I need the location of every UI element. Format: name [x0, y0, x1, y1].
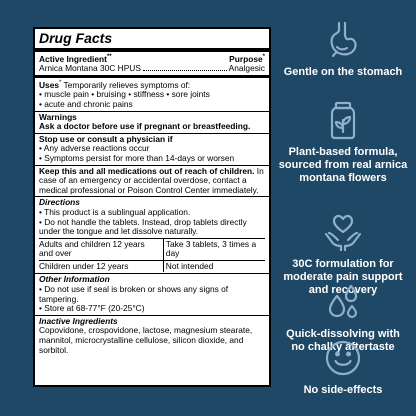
other-information-section — [35, 274, 269, 315]
stop-use-item: • Symptoms persist for more than 14-days or worsen — [39, 152, 235, 163]
plant-jar-icon — [323, 100, 363, 140]
dosage-table — [39, 238, 265, 273]
keep-out-text: In case of an emergency or accidental overdose, contact a medical professional or Poison Control Center immediately. — [39, 165, 264, 195]
uses-label: Uses — [39, 79, 60, 90]
leader-dots — [143, 64, 227, 71]
ingredient-name: Arnica Montana 30C HPUS — [39, 63, 141, 74]
feature-gentle-stomach — [278, 20, 408, 79]
stop-use-item: • Any adverse reactions occur — [39, 143, 150, 154]
other-info-item: • Store at 68-77°F (20-25°C) — [39, 303, 145, 314]
stomach-icon — [323, 20, 363, 60]
dosage-amount: Take 3 tablets, 3 times a day — [163, 238, 265, 260]
uses-section: Uses* Temporarily relieves symptoms of: • muscle pain • bruising • stiffness • sore joints • acute and chronic pains — [35, 78, 269, 112]
uses-line: • acute and chronic pains — [39, 98, 133, 109]
inactive-label: Inactive Ingredients — [39, 315, 118, 326]
feature-label: Gentle on the stomach — [283, 66, 403, 78]
warnings-section — [35, 112, 269, 134]
feature-label: 30C formulation for moderate pain support and recovery — [283, 258, 403, 296]
active-ingredient-header: Active Ingredient** — [39, 53, 112, 64]
dosage-who: Adults and children 12 years and over — [39, 238, 163, 260]
smiley-icon — [323, 338, 363, 378]
feature-plant-based — [278, 100, 408, 185]
table-row — [39, 238, 265, 260]
inactive-ingredients-section — [35, 316, 269, 356]
keep-out-of-reach-section — [35, 166, 269, 198]
directions-section — [35, 197, 269, 274]
purpose-header: Purpose* — [229, 53, 265, 64]
stop-use-section — [35, 134, 269, 166]
other-info-item: • Do not use if seal is broken or shows any signs of tampering. — [39, 284, 229, 304]
drug-facts-title: Drug Facts — [35, 29, 269, 52]
dosage-who: Children under 12 years — [39, 260, 163, 272]
other-info-label: Other Information — [39, 274, 110, 285]
inactive-text: Copovidone, crospovidone, lactose, magnesium stearate, mannitol, microcrystalline cellulose, silicon dioxide, and sorbitol. — [39, 325, 253, 355]
feature-label: Plant-based formula, sourced from real arnica montana flowers — [278, 146, 408, 184]
drops-icon — [323, 282, 363, 322]
warnings-text: Ask a doctor before use if pregnant or breastfeeding. — [39, 121, 251, 132]
stop-use-label: Stop use or consult a physician if — [39, 133, 173, 144]
table-row — [39, 260, 265, 272]
feature-no-side-effects — [278, 338, 408, 397]
keep-out-label: Keep this and all medications out of reach of children. — [39, 165, 255, 176]
feature-label: Quick-dissolving with no chalky aftertaste — [286, 328, 400, 353]
warnings-label: Warnings — [39, 111, 77, 122]
drug-facts-panel — [33, 27, 271, 387]
directions-item: • Do not handle the tablets. Instead, drop tablets directly under the tongue and let dissolve naturally. — [39, 216, 247, 237]
active-ingredient-section — [35, 52, 269, 78]
dosage-amount: Not intended — [163, 260, 265, 272]
uses-line: • muscle pain • bruising • stiffness • sore joints — [39, 89, 210, 100]
directions-item: • This product is a sublingual application. — [39, 206, 191, 217]
feature-label: No side-effects — [303, 384, 383, 396]
uses-intro: Temporarily relieves symptoms of: — [61, 79, 191, 90]
heart-hands-icon — [323, 212, 363, 252]
purpose-value: Analgesic — [228, 63, 265, 74]
directions-label: Directions — [39, 197, 80, 208]
